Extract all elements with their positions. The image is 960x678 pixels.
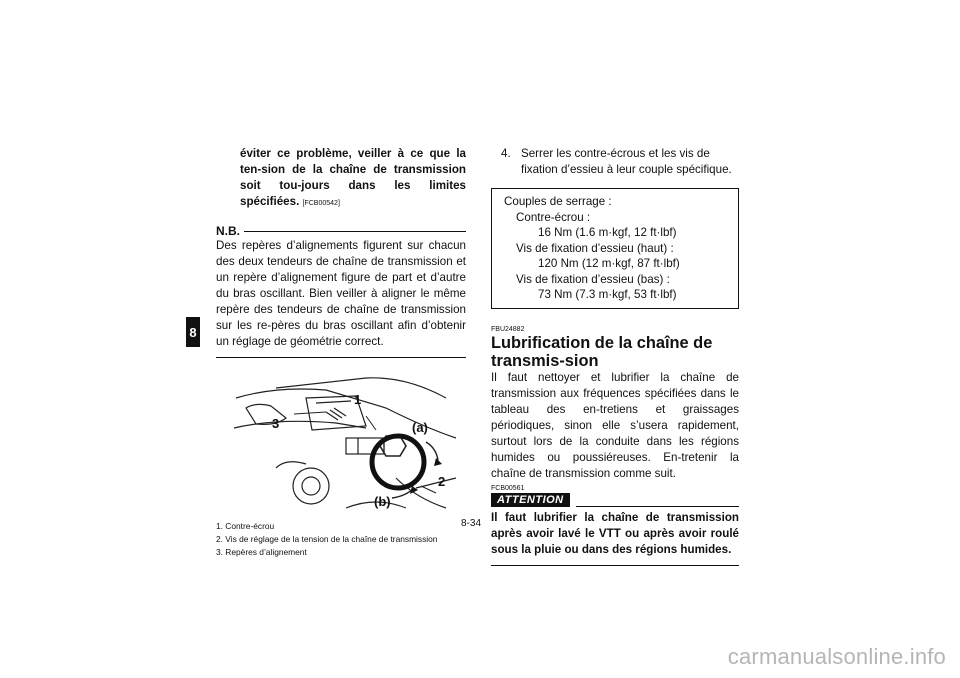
legend-item: 2. Vis de réglage de la tension de la chaîne de transmission [216, 534, 438, 544]
attention-badge: ATTENTION [491, 493, 570, 507]
nb-text: Des repères d’alignements figurent sur chacun des deux tendeurs de chaîne de transmission et un repère d’alignement figure de part et d’autre du bras oscillant. Bien veiller à aligner le même repère des tendeurs de chaîne de transmission sur les re-pères du bras oscillant afin d’obtenir un réglage de géométrie correct. [216, 239, 466, 348]
section-code: FBU24882 [491, 325, 525, 333]
step-text: Serrer les contre-écrous et les vis de fixation d’essieu à leur couple spécifique. [521, 147, 732, 176]
legend-item: 3. Repères d’alignement [216, 547, 307, 557]
torque-item-label: Contre-écrou : [516, 210, 591, 224]
right-column [491, 146, 739, 566]
nb-heading [216, 224, 466, 238]
nb-label: N.B. [216, 224, 240, 238]
page-number: 8-34 [461, 518, 482, 529]
chain-adjuster-illustration [216, 368, 466, 516]
torque-item-label: Vis de fixation d’essieu (bas) : [516, 272, 670, 286]
nb-end-rule [216, 357, 466, 358]
legend-item: 1. Contre-écrou [216, 521, 275, 531]
figure-label-b: (b) [374, 494, 391, 509]
torque-specs-box [491, 188, 739, 309]
attention-text: Il faut lubrifier la chaîne de transmission après avoir lavé le VTT ou après avoir roulé sous la pluie ou dans des régions humides. [491, 510, 739, 556]
figure-label-3: 3 [272, 416, 280, 431]
section-title: Lubrification de la chaîne de transmis-sion [491, 333, 713, 370]
warning-text: éviter ce problème, veiller à ce que la ten-sion de la chaîne de transmission soit tou-jours dans les limites spécifiées. [240, 147, 466, 208]
figure-label-1: 1 [354, 392, 362, 407]
figure-label-2: 2 [438, 474, 446, 489]
attention-code: FCB00561 [491, 484, 525, 492]
step-4 [491, 146, 739, 178]
attention-rule [576, 506, 739, 507]
torque-item-value: 73 Nm (7.3 m·kgf, 53 ft·lbf) [538, 288, 677, 301]
left-column [216, 146, 466, 559]
warning-continuation [240, 146, 466, 212]
section-text: Il faut nettoyer et lubrifier la chaîne de transmission aux fréquences spécifiées dans le tableau des en-tretiens et graissages périodiques, sinon elle s’usera rapidement, surtout lors de la conduite dans les régions humides ou poussiéreuses. En-tretenir la chaîne de transmission comme suit. [491, 370, 739, 480]
warning-code: [FCB00542] [302, 200, 340, 207]
chapter-tab: 8 [186, 317, 200, 347]
attention-end-rule [491, 565, 739, 566]
torque-item-label: Vis de fixation d’essieu (haut) : [516, 241, 674, 255]
figure-legend [216, 520, 466, 559]
attention-heading [491, 493, 739, 507]
torque-item-value: 120 Nm (12 m·kgf, 87 ft·lbf) [538, 257, 680, 270]
chain-adjuster-figure [216, 368, 466, 516]
torque-title: Couples de serrage : [504, 195, 612, 208]
torque-item-value: 16 Nm (1.6 m·kgf, 12 ft·lbf) [538, 226, 677, 239]
watermark: carmanualsonline.info [727, 644, 946, 669]
nb-rule [244, 231, 466, 232]
step-number: 4. [501, 147, 511, 160]
figure-label-a: (a) [412, 420, 428, 435]
